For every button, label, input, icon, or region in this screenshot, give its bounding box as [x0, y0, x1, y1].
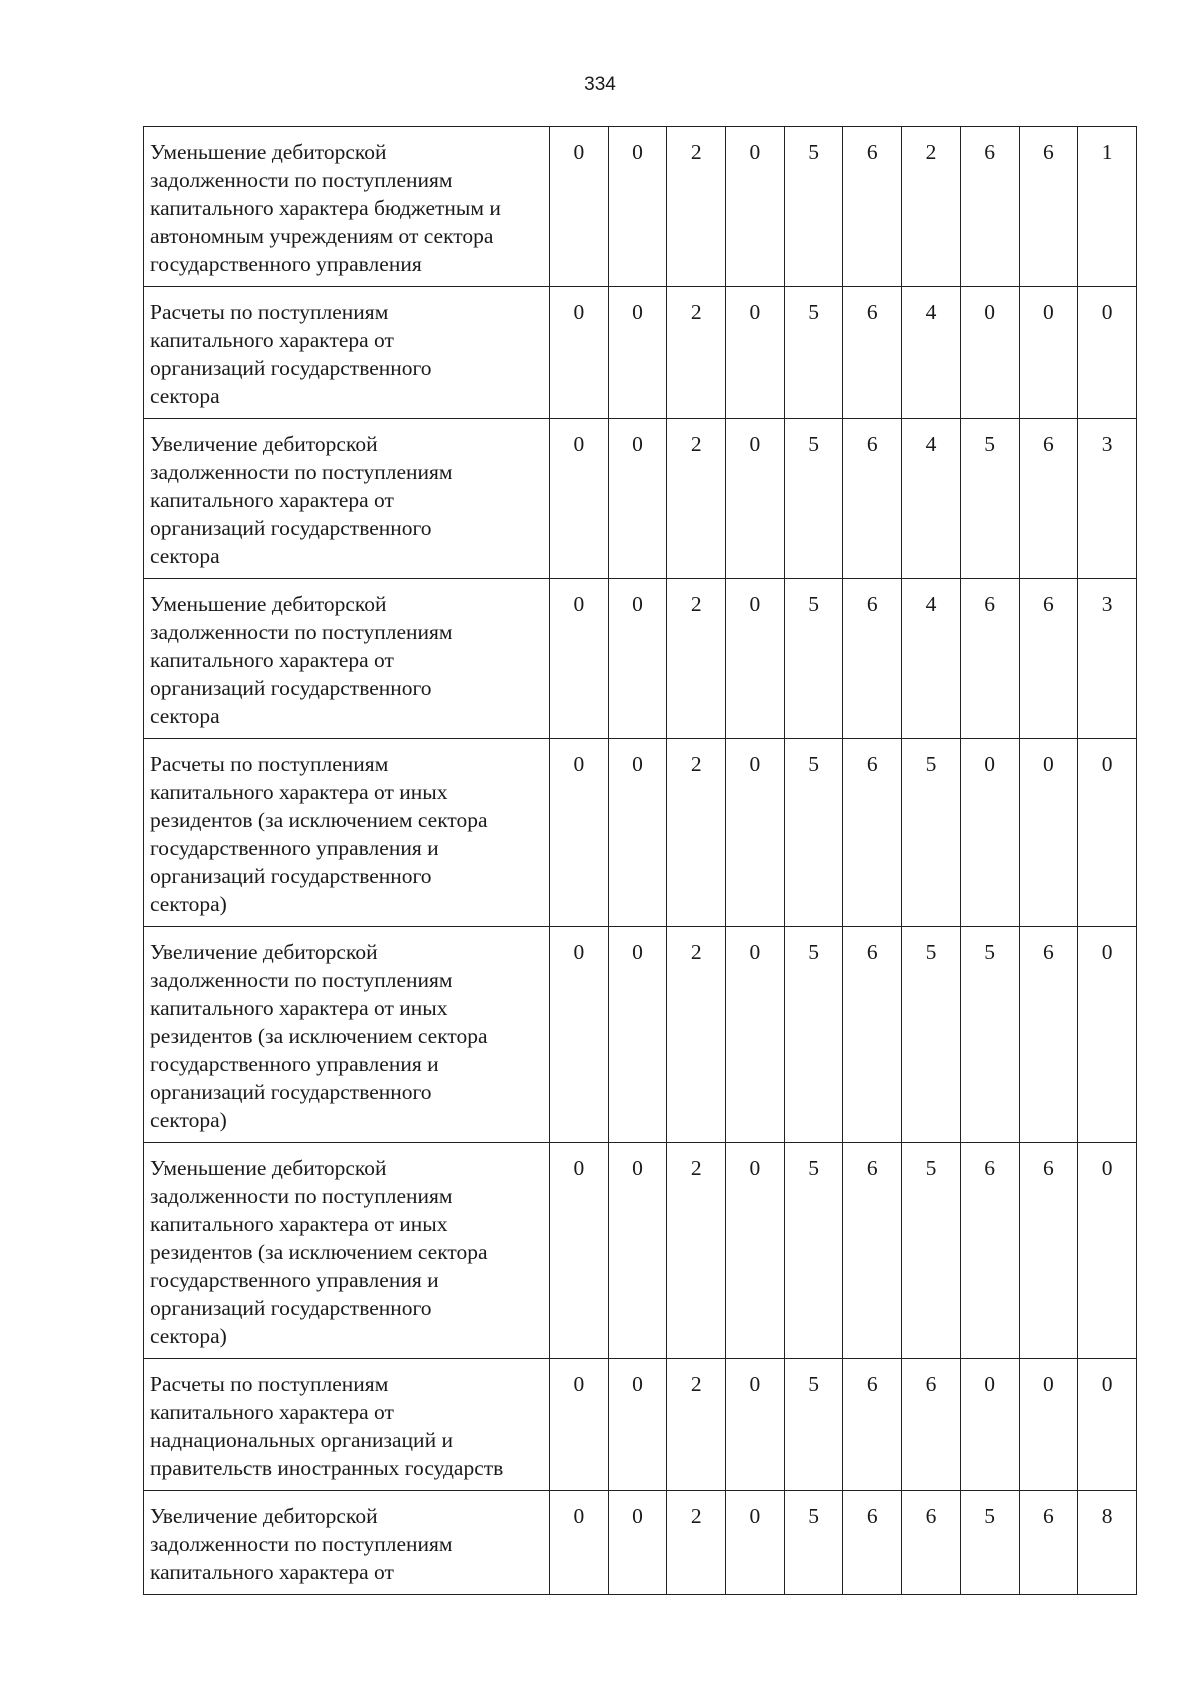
code-digit: 0: [550, 419, 609, 579]
code-digit: 0: [726, 287, 785, 419]
code-digit: 5: [784, 1359, 843, 1491]
table-row: [144, 927, 1137, 1143]
code-digit: 6: [1019, 1143, 1078, 1359]
code-digit: 4: [902, 287, 961, 419]
code-digit: 0: [1078, 287, 1137, 419]
code-digit: 2: [667, 1143, 726, 1359]
code-digit: 6: [843, 579, 902, 739]
row-description: Уменьшение дебиторской задолженности по поступлениям капитального характера бюджетным и автономным учреждениям от сектора государственного управления: [144, 127, 550, 287]
code-digit: 0: [550, 739, 609, 927]
code-digit: 5: [960, 927, 1019, 1143]
code-digit: 0: [960, 1359, 1019, 1491]
code-digit: 5: [784, 927, 843, 1143]
code-digit: 2: [667, 127, 726, 287]
code-digit: 0: [1019, 1359, 1078, 1491]
code-digit: 0: [550, 287, 609, 419]
code-digit: 0: [608, 1491, 667, 1595]
code-digit: 6: [902, 1491, 961, 1595]
code-digit: 6: [843, 739, 902, 927]
code-digit: 5: [902, 739, 961, 927]
table-row: [144, 1491, 1137, 1595]
code-digit: 0: [608, 739, 667, 927]
code-digit: 6: [1019, 579, 1078, 739]
table-row: [144, 739, 1137, 927]
code-digit: 6: [843, 127, 902, 287]
account-codes-table: [143, 126, 1137, 1595]
code-digit: 2: [667, 1359, 726, 1491]
code-digit: 0: [608, 287, 667, 419]
code-digit: 0: [1078, 1143, 1137, 1359]
code-digit: 0: [726, 1359, 785, 1491]
code-digit: 6: [843, 1491, 902, 1595]
code-digit: 6: [843, 1359, 902, 1491]
row-description: Увеличение дебиторской задолженности по поступлениям капитального характера от организаций государственного сектора: [144, 419, 550, 579]
code-digit: 2: [667, 927, 726, 1143]
code-digit: 3: [1078, 579, 1137, 739]
code-digit: 0: [608, 927, 667, 1143]
code-digit: 5: [784, 739, 843, 927]
row-description: Увеличение дебиторской задолженности по поступлениям капитального характера от иных резидентов (за исключением сектора государственного управления и организаций государственного сектора): [144, 927, 550, 1143]
code-digit: 2: [667, 287, 726, 419]
code-digit: 4: [902, 579, 961, 739]
code-digit: 3: [1078, 419, 1137, 579]
code-digit: 5: [784, 127, 843, 287]
code-digit: 0: [550, 927, 609, 1143]
code-digit: 0: [608, 1143, 667, 1359]
code-digit: 6: [960, 127, 1019, 287]
code-digit: 6: [1019, 927, 1078, 1143]
row-description: Расчеты по поступлениям капитального характера от иных резидентов (за исключением сектора государственного управления и организаций государственного сектора): [144, 739, 550, 927]
code-digit: 6: [843, 287, 902, 419]
code-digit: 5: [784, 579, 843, 739]
code-digit: 0: [960, 287, 1019, 419]
code-digit: 0: [1019, 287, 1078, 419]
code-digit: 1: [1078, 127, 1137, 287]
row-description: Увеличение дебиторской задолженности по поступлениям капитального характера от: [144, 1491, 550, 1595]
code-digit: 0: [550, 127, 609, 287]
code-digit: 6: [1019, 1491, 1078, 1595]
code-digit: 5: [960, 1491, 1019, 1595]
code-digit: 2: [667, 1491, 726, 1595]
code-digit: 0: [550, 1143, 609, 1359]
code-digit: 0: [726, 1491, 785, 1595]
code-digit: 0: [1078, 1359, 1137, 1491]
code-digit: 0: [1078, 739, 1137, 927]
code-digit: 0: [550, 1491, 609, 1595]
code-digit: 6: [960, 1143, 1019, 1359]
code-digit: 2: [667, 739, 726, 927]
code-digit: 5: [960, 419, 1019, 579]
page-number: 334: [584, 74, 616, 95]
row-description: Расчеты по поступлениям капитального характера от организаций государственного сектора: [144, 287, 550, 419]
code-digit: 0: [726, 127, 785, 287]
code-digit: 2: [902, 127, 961, 287]
row-description: Уменьшение дебиторской задолженности по поступлениям капитального характера от иных резидентов (за исключением сектора государственного управления и организаций государственного сектора): [144, 1143, 550, 1359]
table-row: [144, 419, 1137, 579]
code-digit: 0: [726, 579, 785, 739]
code-digit: 0: [726, 1143, 785, 1359]
code-digit: 0: [608, 127, 667, 287]
code-digit: 5: [784, 1491, 843, 1595]
code-digit: 2: [667, 419, 726, 579]
code-digit: 5: [784, 1143, 843, 1359]
code-digit: 0: [960, 739, 1019, 927]
table-row: [144, 127, 1137, 287]
code-digit: 0: [726, 419, 785, 579]
code-digit: 5: [784, 419, 843, 579]
code-digit: 8: [1078, 1491, 1137, 1595]
code-digit: 4: [902, 419, 961, 579]
code-digit: 0: [726, 927, 785, 1143]
table-row: [144, 579, 1137, 739]
table-row: [144, 1143, 1137, 1359]
row-description: Уменьшение дебиторской задолженности по поступлениям капитального характера от организаций государственного сектора: [144, 579, 550, 739]
code-digit: 0: [550, 579, 609, 739]
code-digit: 0: [608, 1359, 667, 1491]
code-digit: 6: [902, 1359, 961, 1491]
code-digit: 6: [960, 579, 1019, 739]
code-digit: 0: [608, 419, 667, 579]
code-digit: 6: [1019, 127, 1078, 287]
table-row: [144, 287, 1137, 419]
code-digit: 0: [1078, 927, 1137, 1143]
code-digit: 0: [550, 1359, 609, 1491]
code-digit: 5: [902, 1143, 961, 1359]
code-digit: 6: [843, 1143, 902, 1359]
code-digit: 6: [843, 419, 902, 579]
table-row: [144, 1359, 1137, 1491]
code-digit: 2: [667, 579, 726, 739]
code-digit: 5: [902, 927, 961, 1143]
code-digit: 6: [843, 927, 902, 1143]
code-digit: 6: [1019, 419, 1078, 579]
code-digit: 5: [784, 287, 843, 419]
code-digit: 0: [1019, 739, 1078, 927]
code-digit: 0: [726, 739, 785, 927]
row-description: Расчеты по поступлениям капитального характера от наднациональных организаций и правительств иностранных государств: [144, 1359, 550, 1491]
code-digit: 0: [608, 579, 667, 739]
